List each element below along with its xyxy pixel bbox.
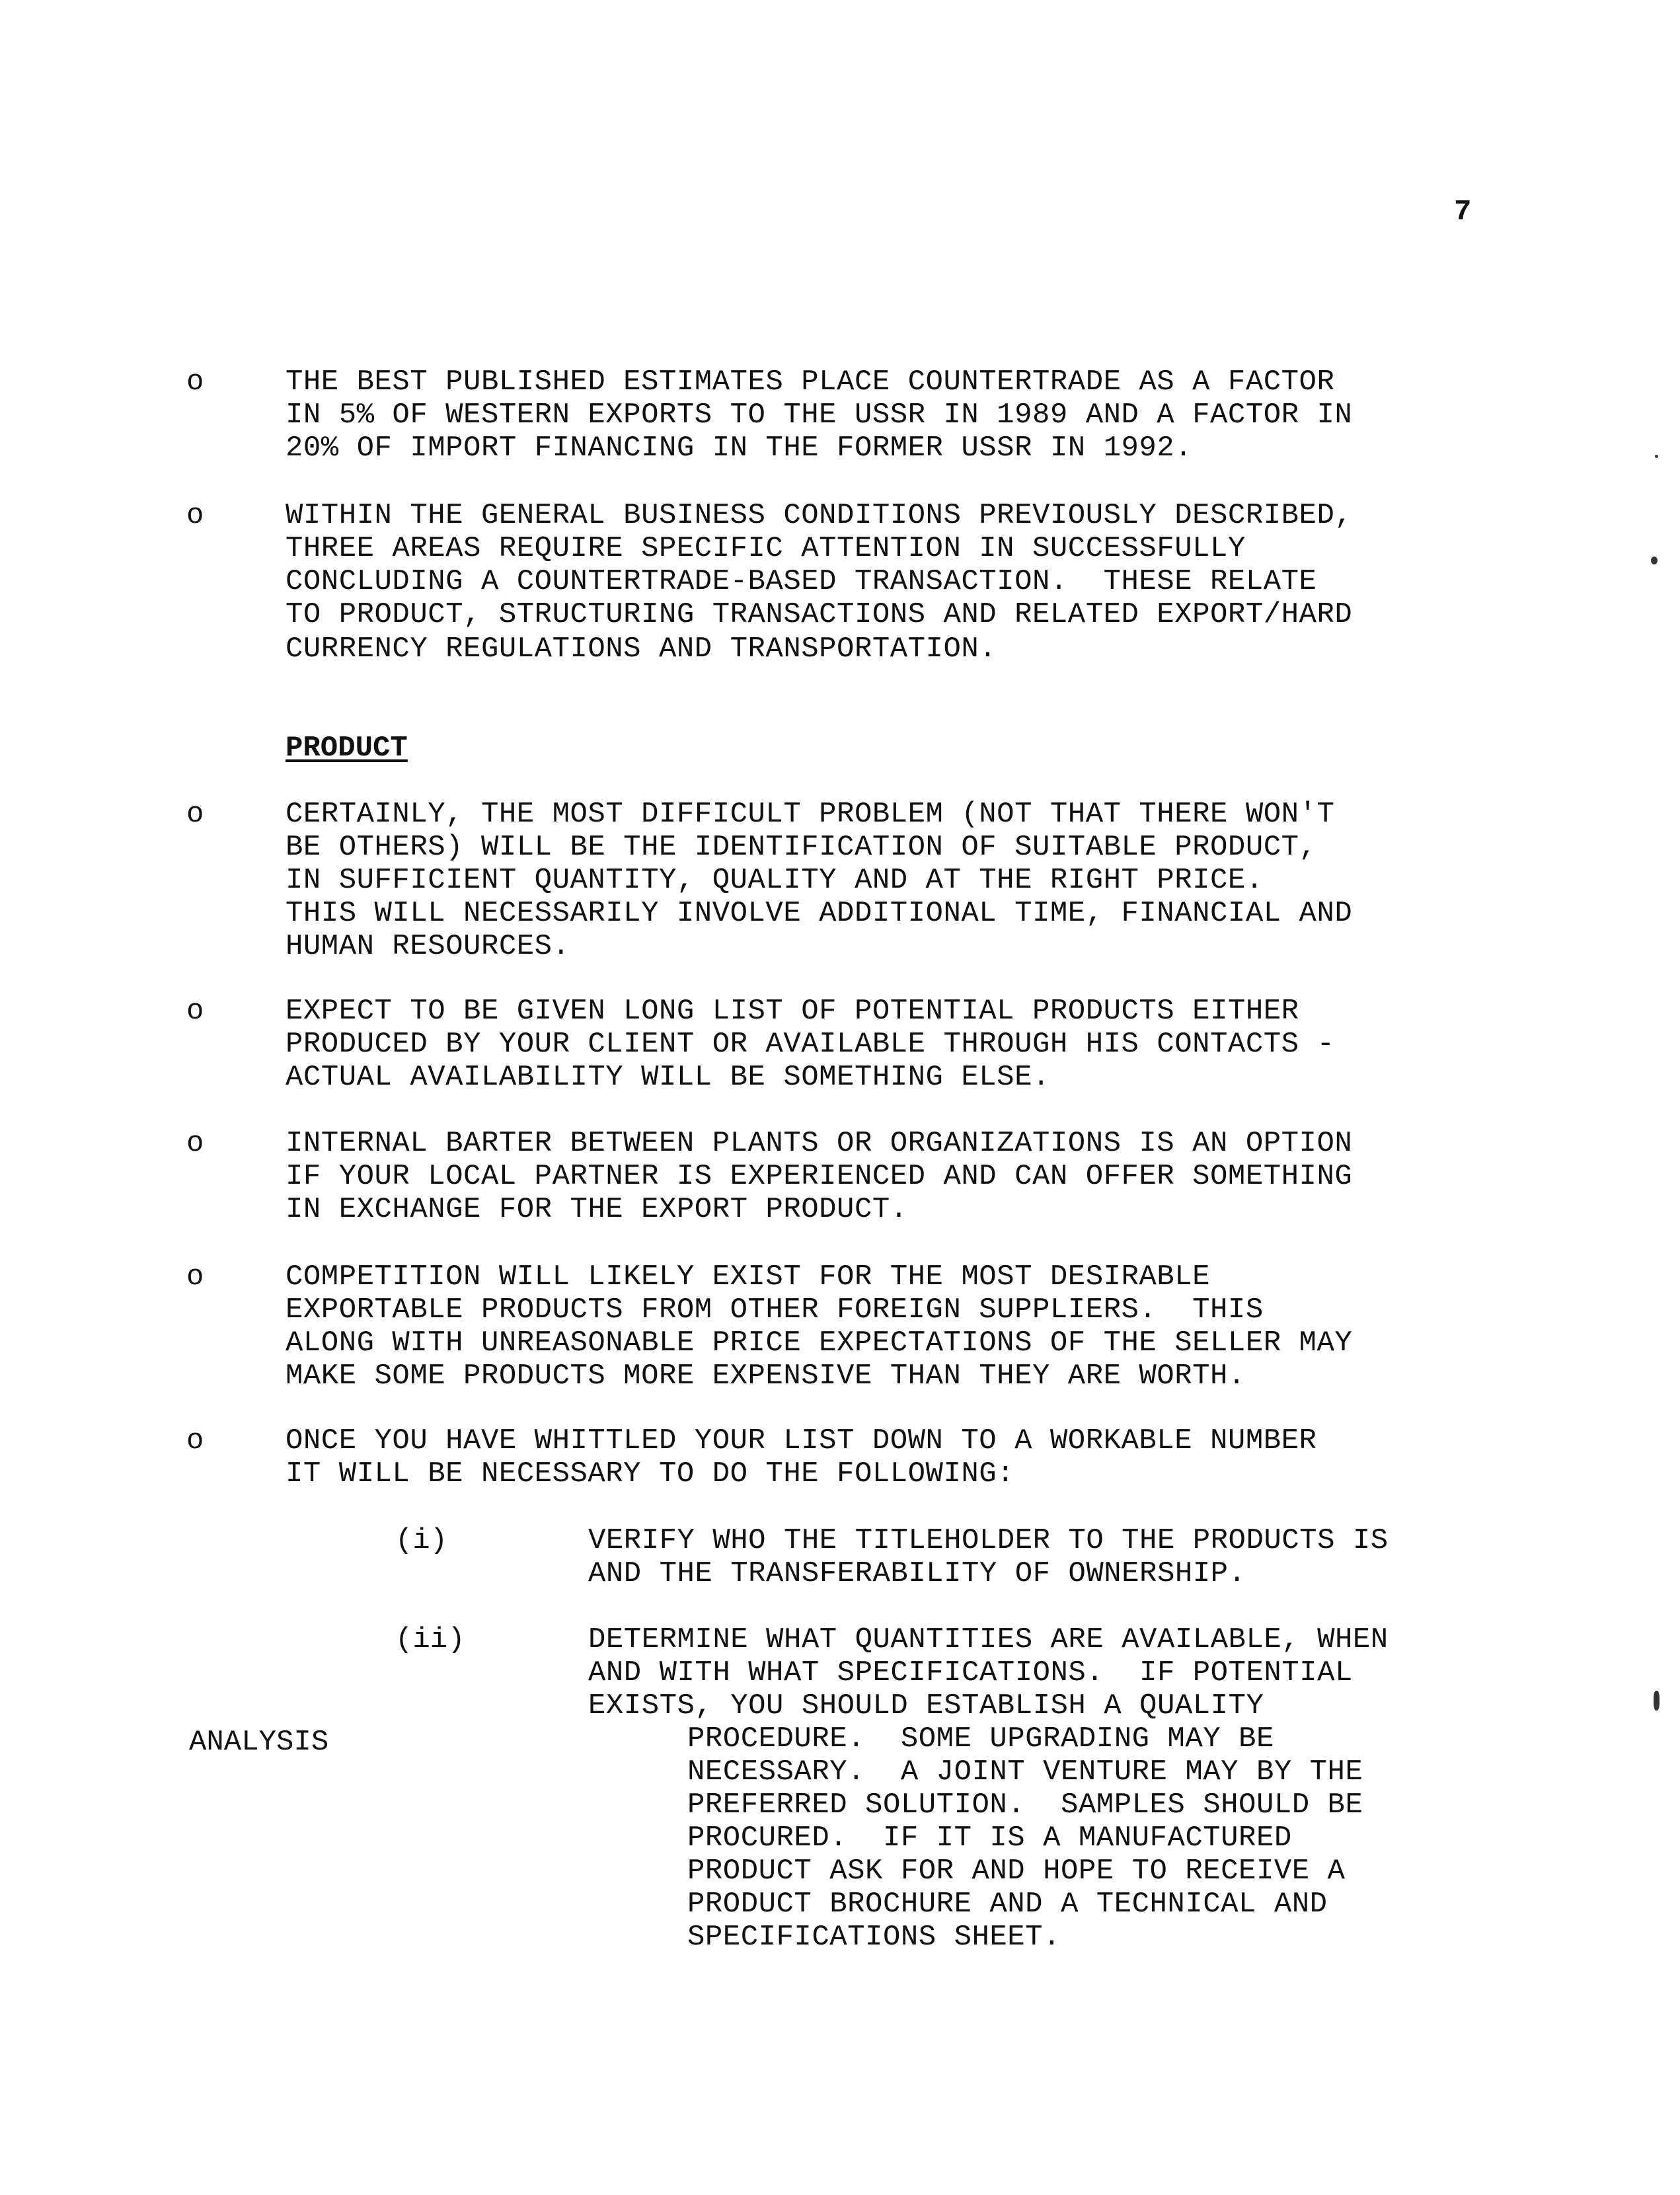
paragraph-line: THREE AREAS REQUIRE SPECIFIC ATTENTION IN SUCCESSFULLY [286,532,1246,565]
bullet-marker: o [186,995,204,1028]
bullet-marker: o [186,499,204,532]
paragraph-line: TO PRODUCT, STRUCTURING TRANSACTIONS AND RELATED EXPORT/HARD [286,598,1353,631]
sub-item-line: VERIFY WHO THE TITLEHOLDER TO THE PRODUCTS IS [588,1524,1389,1557]
sub-item-label: (ii) [395,1623,465,1656]
sub-item-line: NECESSARY. A JOINT VENTURE MAY BY THE [687,1755,1363,1789]
paragraph-line: IN 5% OF WESTERN EXPORTS TO THE USSR IN 1989 AND A FACTOR IN [286,399,1353,432]
paragraph-line: IN EXCHANGE FOR THE EXPORT PRODUCT. [286,1193,908,1226]
paragraph-line: COMPETITION WILL LIKELY EXIST FOR THE MOST DESIRABLE [286,1260,1211,1293]
scan-speck [1651,557,1658,564]
paragraph-line: PRODUCED BY YOUR CLIENT OR AVAILABLE THROUGH HIS CONTACTS - [286,1028,1335,1061]
scan-speck [1654,1691,1660,1711]
sub-item-line: PREFERRED SOLUTION. SAMPLES SHOULD BE [687,1789,1363,1822]
sub-item-label: (i) [395,1524,448,1557]
paragraph-line: IF YOUR LOCAL PARTNER IS EXPERIENCED AND CAN OFFER SOMETHING [286,1160,1353,1193]
scan-speck [1655,455,1658,458]
paragraph-line: IN SUFFICIENT QUANTITY, QUALITY AND AT THE RIGHT PRICE. [286,864,1264,897]
sub-item-line: PRODUCT ASK FOR AND HOPE TO RECEIVE A [687,1855,1346,1888]
sub-item-line: DETERMINE WHAT QUANTITIES ARE AVAILABLE, WHEN [588,1623,1389,1656]
paragraph-line: 20% OF IMPORT FINANCING IN THE FORMER USSR IN 1992. [286,432,1193,465]
paragraph-line: THIS WILL NECESSARILY INVOLVE ADDITIONAL TIME, FINANCIAL AND [286,897,1353,930]
bullet-marker: o [186,1424,204,1457]
sub-item-line: PROCURED. IF IT IS A MANUFACTURED [687,1822,1292,1855]
bullet-marker: o [186,366,204,399]
paragraph-line: WITHIN THE GENERAL BUSINESS CONDITIONS PREVIOUSLY DESCRIBED, [286,499,1353,532]
paragraph-line: BE OTHERS) WILL BE THE IDENTIFICATION OF SUITABLE PRODUCT, [286,831,1317,864]
sub-item-line: PROCEDURE. SOME UPGRADING MAY BE [687,1722,1274,1755]
sub-item-line: EXISTS, YOU SHOULD ESTABLISH A QUALITY [588,1689,1264,1722]
margin-label: ANALYSIS [189,1726,329,1759]
paragraph-line: CONCLUDING A COUNTERTRADE-BASED TRANSACTION. THESE RELATE [286,565,1317,598]
sub-item-line: SPECIFICATIONS SHEET. [687,1921,1061,1954]
bullet-marker: o [186,1260,204,1293]
sub-item-line: AND THE TRANSFERABILITY OF OWNERSHIP. [588,1557,1246,1590]
paragraph-line: CURRENCY REGULATIONS AND TRANSPORTATION. [286,633,997,666]
page-number: 7 [1454,196,1472,229]
sub-item-line: AND WITH WHAT SPECIFICATIONS. IF POTENTIAL [588,1656,1353,1689]
paragraph-line: IT WILL BE NECESSARY TO DO THE FOLLOWING: [286,1457,1015,1490]
paragraph-line: ONCE YOU HAVE WHITTLED YOUR LIST DOWN TO A WORKABLE NUMBER [286,1424,1317,1457]
paragraph-line: INTERNAL BARTER BETWEEN PLANTS OR ORGANIZATIONS IS AN OPTION [286,1127,1353,1160]
paragraph-line: CERTAINLY, THE MOST DIFFICULT PROBLEM (NOT THAT THERE WON'T [286,798,1335,831]
paragraph-line: EXPECT TO BE GIVEN LONG LIST OF POTENTIAL PRODUCTS EITHER [286,995,1299,1028]
bullet-marker: o [186,798,204,831]
paragraph-line: ACTUAL AVAILABILITY WILL BE SOMETHING ELSE. [286,1061,1050,1094]
paragraph-line: EXPORTABLE PRODUCTS FROM OTHER FOREIGN SUPPLIERS. THIS [286,1293,1264,1327]
section-heading: PRODUCT [286,732,408,765]
bullet-marker: o [186,1127,204,1160]
paragraph-line: HUMAN RESOURCES. [286,930,570,963]
paragraph-line: THE BEST PUBLISHED ESTIMATES PLACE COUNTERTRADE AS A FACTOR [286,366,1335,399]
sub-item-line: PRODUCT BROCHURE AND A TECHNICAL AND [687,1888,1328,1921]
paragraph-line: ALONG WITH UNREASONABLE PRICE EXPECTATIONS OF THE SELLER MAY [286,1327,1353,1360]
paragraph-line: MAKE SOME PRODUCTS MORE EXPENSIVE THAN THEY ARE WORTH. [286,1360,1246,1393]
